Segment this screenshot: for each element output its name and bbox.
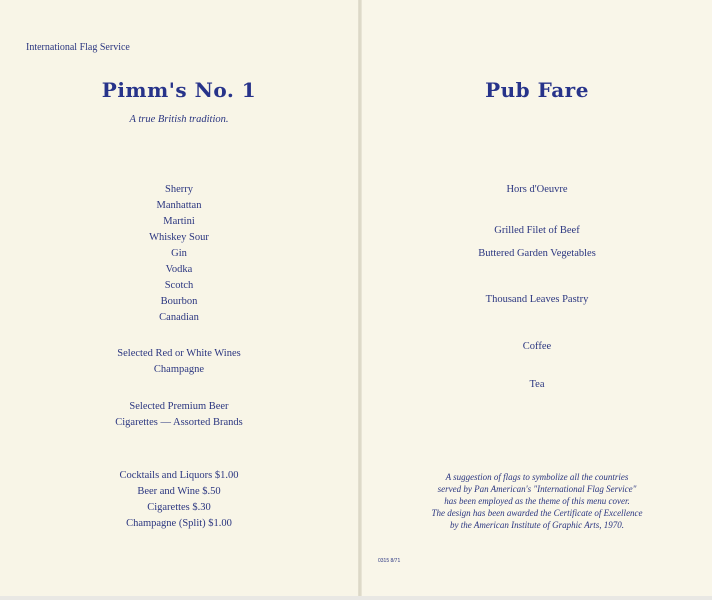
note-line: A suggestion of flags to symbolize all the countries [445, 472, 629, 482]
note-line: The design has been awarded the Certificate of Excellence [431, 508, 643, 518]
drink-item: Martini [163, 216, 195, 227]
subtitle: A true British tradition. [129, 114, 229, 125]
drinks-title: Pimm's No. 1 [101, 78, 257, 102]
food-title: Pub Fare [485, 78, 589, 102]
drink-item: Scotch [164, 280, 194, 291]
right-menu-panel [362, 0, 712, 596]
food-item: Buttered Garden Vegetables [478, 248, 596, 259]
food-item: Grilled Filet of Beef [494, 225, 580, 236]
drink-item: Manhattan [156, 200, 202, 211]
food-item: Coffee [522, 341, 552, 352]
beer-item: Selected Premium Beer [129, 401, 229, 412]
beer-item: Cigarettes — Assorted Brands [115, 417, 243, 428]
food-item: Tea [529, 379, 545, 390]
food-item: Hors d'Oeuvre [506, 184, 568, 195]
left-menu-panel [0, 0, 358, 596]
note-line: by the American Institute of Graphic Arts, 1970. [450, 520, 624, 530]
drink-item: Vodka [165, 264, 193, 275]
food-item: Thousand Leaves Pastry [485, 294, 589, 305]
note-line: served by Pan American's "International Flag Service" [437, 484, 637, 494]
price-item: Cigarettes $.30 [147, 502, 211, 513]
brand-label: International Flag Service [26, 42, 130, 53]
drink-item: Sherry [165, 184, 193, 195]
drink-item: Bourbon [160, 296, 198, 307]
price-item: Beer and Wine $.50 [137, 486, 221, 497]
price-item: Cocktails and Liquors $1.00 [119, 470, 239, 481]
drink-item: Canadian [159, 312, 199, 323]
wine-item: Selected Red or White Wines [117, 348, 241, 359]
note-line: has been employed as the theme of this menu cover. [444, 496, 630, 506]
wine-item: Champagne [153, 364, 205, 375]
price-item: Champagne (Split) $1.00 [126, 518, 232, 529]
drink-item: Gin [171, 248, 187, 259]
drink-item: Whiskey Sour [149, 232, 209, 243]
print-code: 0315 8/71 [378, 558, 401, 564]
